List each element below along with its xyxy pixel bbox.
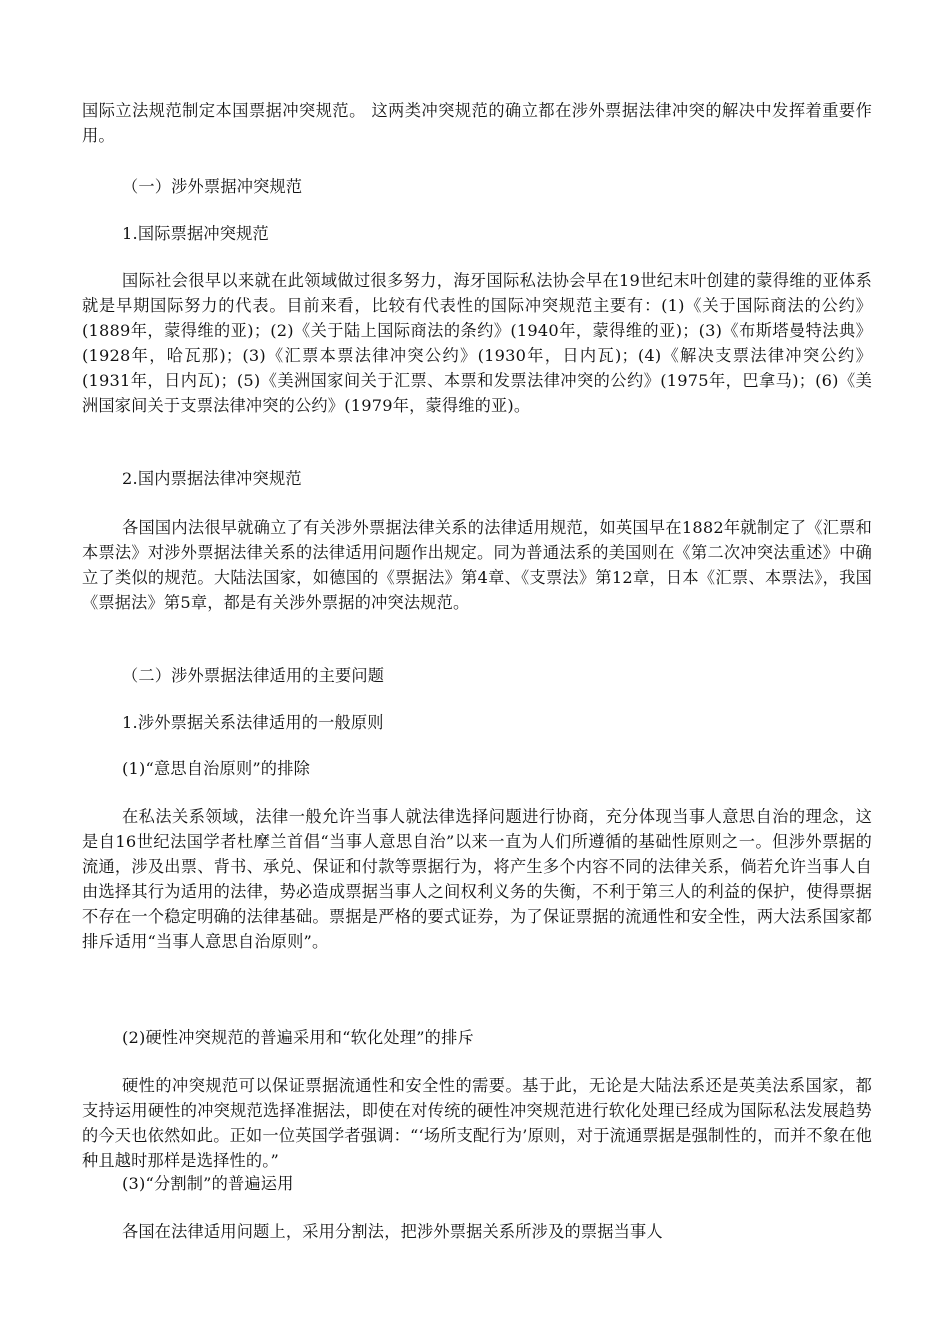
subheading-autonomy-exclusion: (1)“意思自治原则”的排除 xyxy=(122,759,310,778)
subheading-rigid-rules: (2)硬性冲突规范的普遍采用和“软化处理”的排斥 xyxy=(122,1028,474,1047)
paragraph-domestic-laws: 各国国内法很早就确立了有关涉外票据法律关系的法律适用规范，如英国早在1882年就制定了《汇票和本票法》对涉外票据法律关系的法律适用问题作出规定。同为普通法系的美国则在《第二次冲突法重述》中确立了类似的规范。大陆法国家，如德国的《票据法》第4章、《支票法》第12章，日本《汇票、本票法》，我国《票据法》第5章，都是有关涉外票据的冲突法规范。 xyxy=(82,518,872,612)
paragraph-autonomy: 在私法关系领域，法律一般允许当事人就法律选择问题进行协商，充分体现当事人意思自治的理念，这是自16世纪法国学者杜摩兰首倡“当事人意思自治”以来一直为人们所遵循的基础性原则之一。但涉外票据的流通，涉及出票、背书、承兑、保证和付款等票据行为，将产生多个内容不同的法律关系，倘若允许当事人自由选择其行为适用的法律，势必造成票据当事人之间权利义务的失衡，不利于第三人的利益的保护，使得票据不存在一个稳定明确的法律基础。票据是严格的要式证券，为了保证票据的流通性和安全性，两大法系国家都排斥适用“当事人意思自治原则”。 xyxy=(82,807,872,951)
paragraph-rigid-rules: 硬性的冲突规范可以保证票据流通性和安全性的需要。基于此，无论是大陆法系还是英美法系国家，都支持运用硬性的冲突规范选择准据法，即使在对传统的硬性冲突规范进行软化处理已经成为国际私法发展趋势的今天也依然如此。正如一位英国学者强调：“‘场所支配行为’原则，对于流通票据是强制性的，而并不象在他种且越时那样是选择性的。” xyxy=(82,1076,872,1170)
paragraph-international-efforts: 国际社会很早以来就在此领域做过很多努力，海牙国际私法协会早在19世纪末叶创建的蒙得维的亚体系就是早期国际努力的代表。目前来看，比较有代表性的国际冲突规范主要有：(1)《关于国际商法的公约》(1889年，蒙得维的亚)；(2)《关于陆上国际商法的条约》(1940年，蒙得维的亚)；(3)《布斯塔曼特法典》(1928年，哈瓦那)；(3)《汇票本票法律冲突公约》(1930年，日内瓦)；(4)《解决支票法律冲突公约》(1931年，日内瓦)；(5)《美洲国家间关于汇票、本票和发票法律冲突的公约》(1975年，巴拿马)；(6)《美洲国家间关于支票法律冲突的公约》(1979年，蒙得维的亚)。 xyxy=(82,271,872,415)
section-heading-foreign-conflict-rules: （一）涉外票据冲突规范 xyxy=(122,177,303,196)
paragraph-splitting: 各国在法律适用问题上，采用分割法，把涉外票据关系所涉及的票据当事人 xyxy=(122,1222,663,1241)
paragraph-continuation: 国际立法规范制定本国票据冲突规范。 这两类冲突规范的确立都在涉外票据法律冲突的解决中发挥着重要作用。 xyxy=(82,101,872,145)
subheading-domestic-conflict-rules: 2.国内票据法律冲突规范 xyxy=(122,469,302,488)
subheading-splitting-system: (3)“分割制”的普遍运用 xyxy=(122,1174,294,1193)
subheading-general-principles: 1.涉外票据关系法律适用的一般原则 xyxy=(122,713,384,732)
section-heading-main-issues: （二）涉外票据法律适用的主要问题 xyxy=(122,666,385,685)
subheading-international-conflict-rules: 1.国际票据冲突规范 xyxy=(122,224,269,243)
